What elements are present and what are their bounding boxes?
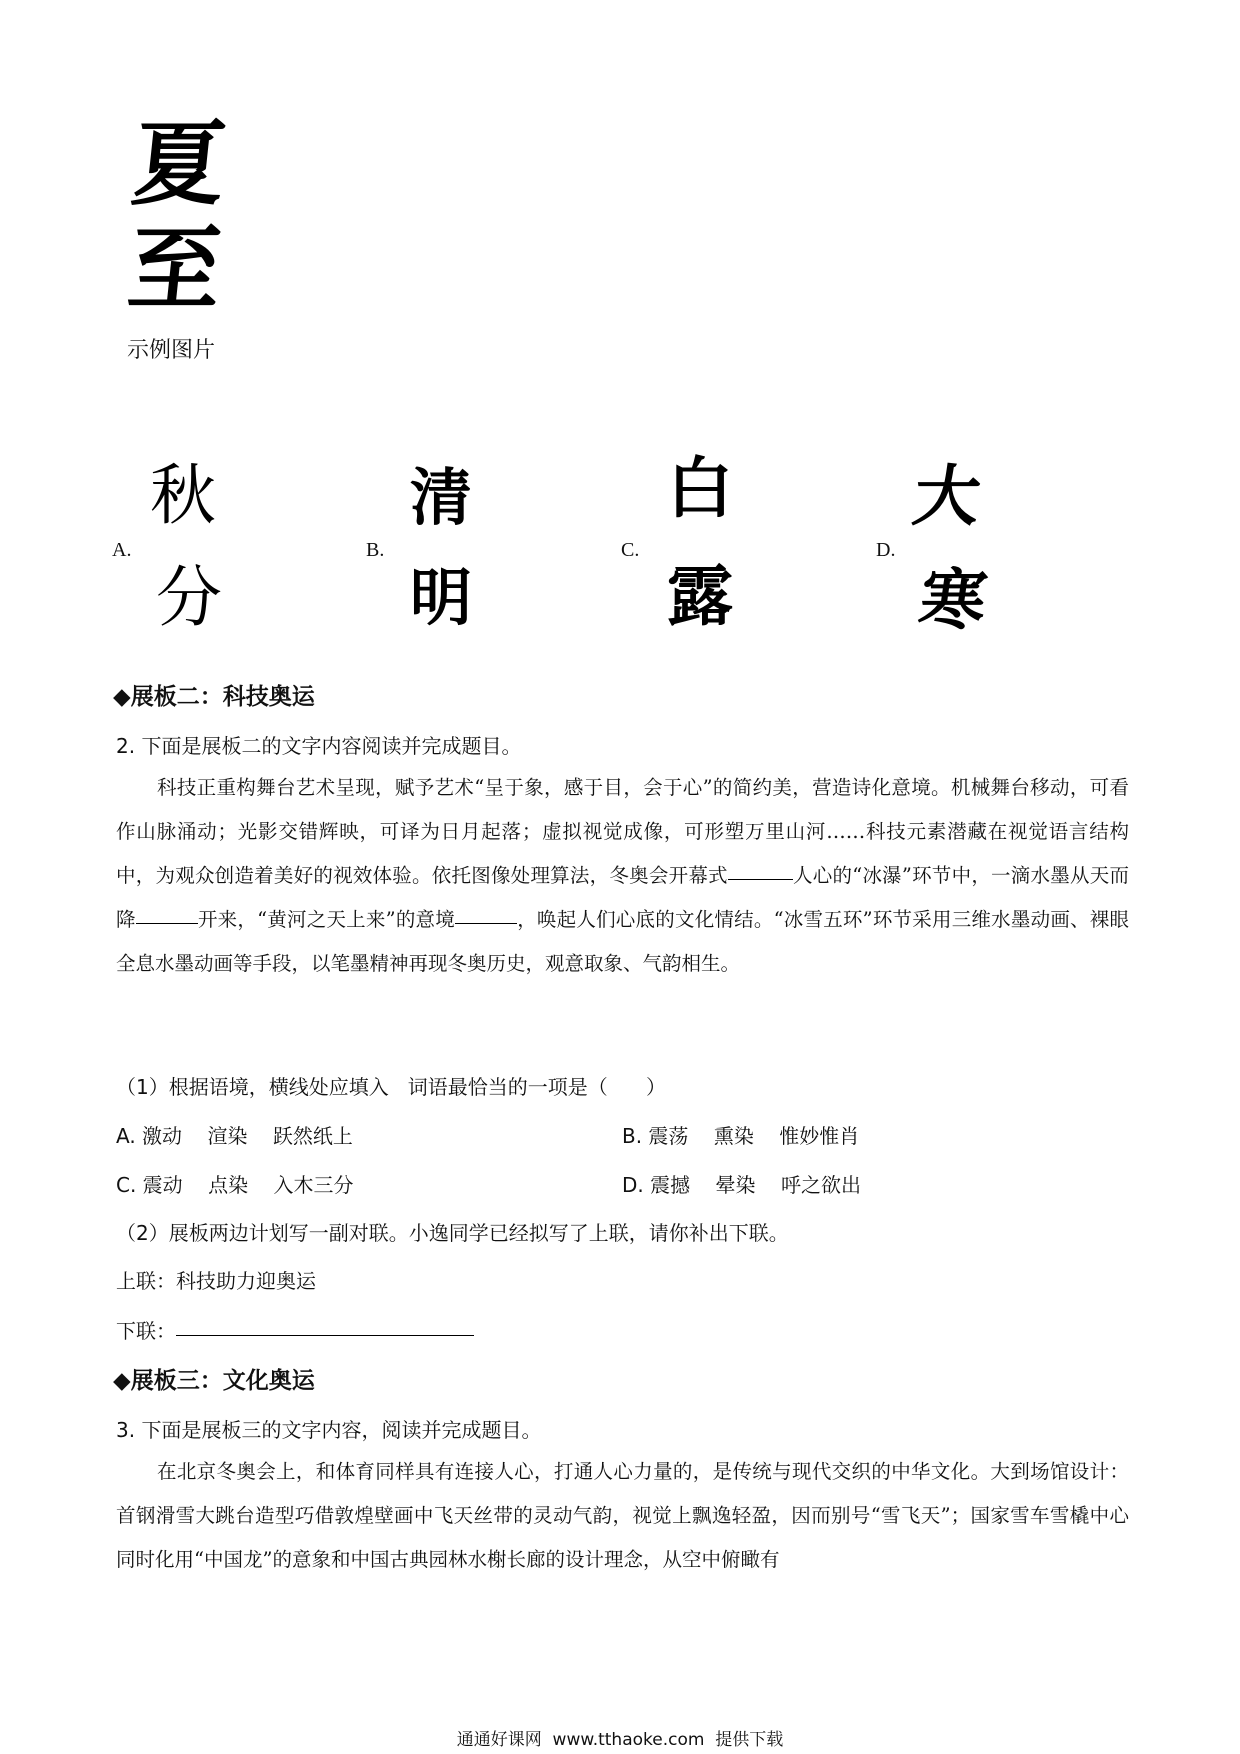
fill-blank-1[interactable] xyxy=(728,878,793,880)
option-letter: A. xyxy=(112,539,132,561)
passage-part: ，唤起人们心底的文化情结。“冰雪五环”环节采用三维水墨动画、裸眼全息水墨动画等手段，以笔墨精神再现冬奥历史，观意取象、气韵相生。 xyxy=(116,908,1129,975)
option-char: 白 xyxy=(667,449,733,527)
q2-intro: 2. 下面是展板二的文字内容阅读并完成题目。 xyxy=(116,734,522,758)
passage-part: 开来，“黄河之天上来”的意境 xyxy=(197,908,455,931)
sample-char-1: 夏 xyxy=(127,110,231,218)
couplet-lower xyxy=(116,1315,474,1344)
option-a xyxy=(112,455,312,655)
couplet-lower-answer[interactable] xyxy=(176,1334,474,1336)
passage-part: 人心的“冰瀑”环节中，一滴水墨从天而降 xyxy=(116,864,1129,931)
sample-caption: 示例图片 xyxy=(127,338,216,363)
option-char: 清 xyxy=(410,461,473,534)
option-d xyxy=(876,455,1076,655)
sample-char-2: 至 xyxy=(123,215,227,323)
option-char: 明 xyxy=(410,561,473,634)
option-char: 分 xyxy=(156,559,222,636)
option-char: 秋 xyxy=(150,457,216,534)
panel2-passage xyxy=(116,766,1129,986)
q2-sub2: （2）展板两边计划写一副对联。小逸同学已经拟写了上联，请你补出下联。 xyxy=(116,1221,789,1245)
choice-c: C. 震动 点染 入木三分 xyxy=(116,1173,354,1197)
footer-source: 通通好课网 www.tthaoke.com 提供下载 xyxy=(456,1730,784,1750)
option-letter: C. xyxy=(621,539,640,561)
panel2-heading: ◆展板二：科技奥运 xyxy=(113,684,315,710)
sample-image xyxy=(123,110,235,328)
panel3-passage: 在北京冬奥会上，和体育同样具有连接人心，打通人心力量的，是传统与现代交织的中华文化。大到场馆设计：首钢滑雪大跳台造型巧借敦煌壁画中飞天丝带的灵动气韵，视觉上飘逸轻盈，因而别号“雪飞天”；国家雪车雪橇中心同时化用“中国龙”的意象和中国古典园林水榭长廊的设计理念，从空中俯瞰有 xyxy=(116,1460,1129,1571)
option-char: 大 xyxy=(908,457,986,535)
choice-b: B. 震荡 熏染 惟妙惟肖 xyxy=(622,1124,860,1148)
choice-d: D. 震撼 晕染 呼之欲出 xyxy=(622,1173,861,1197)
panel3-heading: ◆展板三：文化奥运 xyxy=(113,1368,315,1394)
option-char: 寒 xyxy=(914,561,992,639)
q2-sub1: （1）根据语境，横线处应填入 词语最恰当的一项是（ ） xyxy=(116,1075,666,1099)
couplet-upper: 上联：科技助力迎奥运 xyxy=(116,1269,316,1293)
fill-blank-3[interactable] xyxy=(455,922,517,924)
fill-blank-2[interactable] xyxy=(136,922,198,924)
option-letter: B. xyxy=(366,539,385,561)
option-letter: D. xyxy=(876,539,896,561)
option-b xyxy=(366,455,566,655)
passage-part: 科技正重构舞台艺术呈现，赋予艺术“呈于象，感于目，会于心”的简约美，营造诗化意境。机械舞台移动，可看作山脉涌动；光影交错辉映，可译为日月起落；虚拟视觉成像，可形塑万里山河……科技元素潜藏在视觉语言结构中，为观众创造着美好的视效体验。依托图像处理算法，冬奥会开幕式 xyxy=(116,776,1129,887)
option-c xyxy=(621,449,821,655)
q3-intro: 3. 下面是展板三的文字内容，阅读并完成题目。 xyxy=(116,1418,542,1442)
option-char: 露 xyxy=(667,557,733,635)
couplet-lower-label: 下联： xyxy=(116,1319,176,1343)
choice-a: A. 激动 渲染 跃然纸上 xyxy=(116,1124,353,1148)
